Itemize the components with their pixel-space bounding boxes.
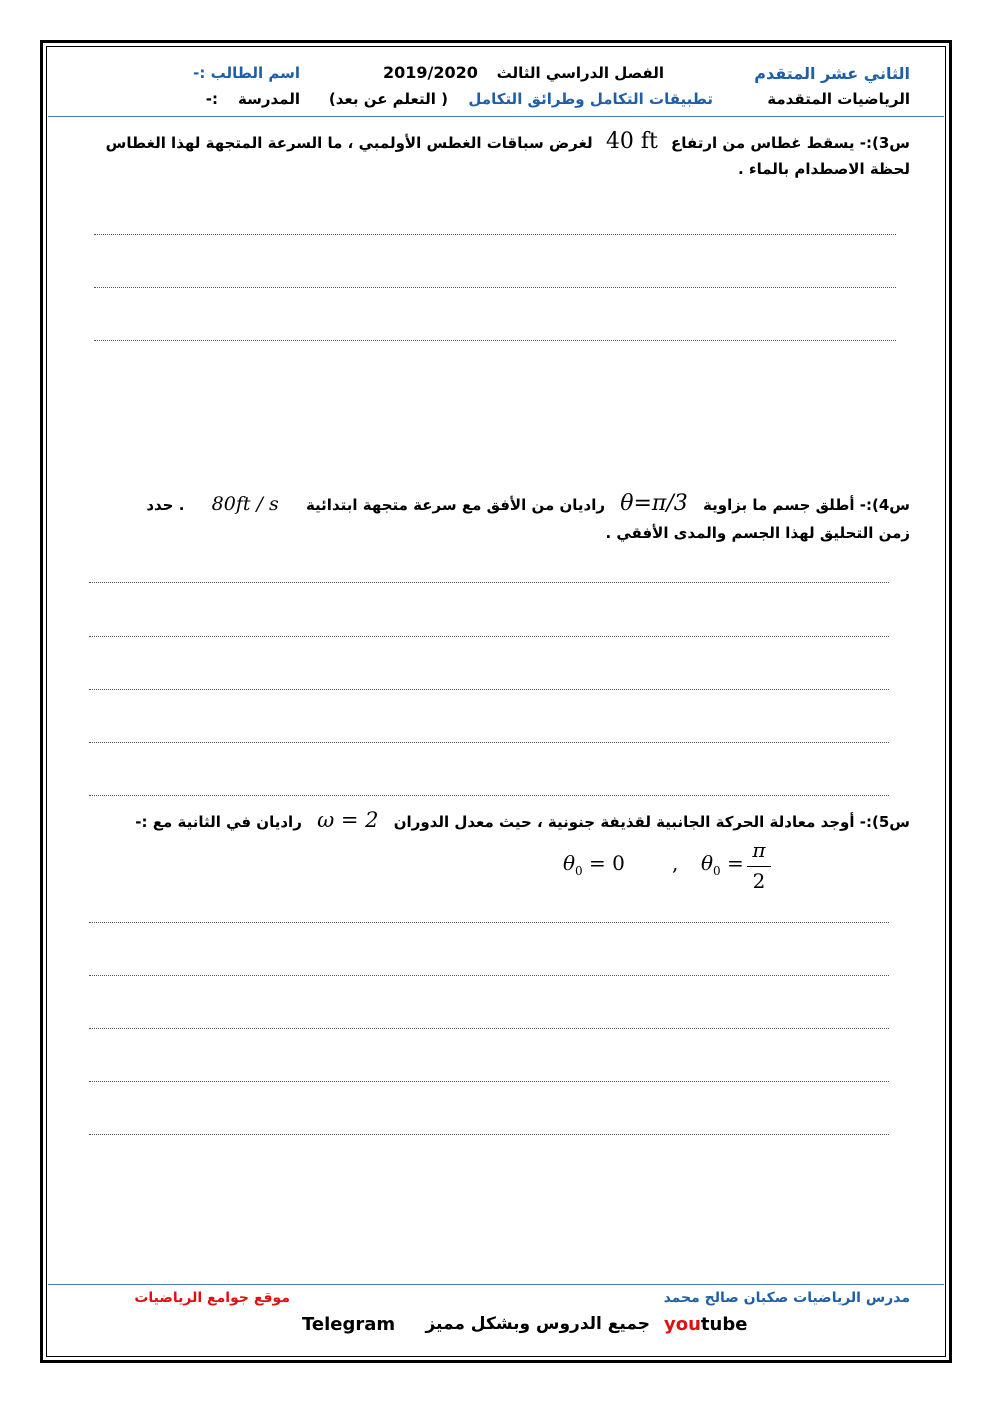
q5-fraction-bar xyxy=(747,866,771,867)
q5-omega: ω = 2 xyxy=(317,808,379,832)
header-divider xyxy=(48,116,944,117)
answer-line[interactable] xyxy=(94,234,896,235)
q5-fraction-numerator: π xyxy=(752,838,766,862)
q3-number: س3):- xyxy=(859,134,910,152)
q5-line1 xyxy=(135,808,910,832)
header-school-colon: :- xyxy=(205,90,218,108)
q4-text-b: راديان من الأفق مع سرعة متجهة ابتدائية xyxy=(305,496,606,514)
q5-cond1-rhs: = 0 xyxy=(589,851,625,875)
header-grade: الثاني عشر المتقدم xyxy=(754,64,910,83)
footer-teacher: مدرس الرياضيات صكبان صالح محمد xyxy=(663,1290,910,1306)
answer-line[interactable] xyxy=(89,795,889,796)
q3-text-b: لغرض سباقات الغطس الأولمبي ، ما السرعة المتجهة لهذا الغطاس xyxy=(105,134,593,152)
footer-youtube xyxy=(664,1314,747,1335)
header-topic: تطبيقات التكامل وطرائق التكامل xyxy=(468,90,713,108)
youtube-you: you xyxy=(664,1314,701,1335)
q4-line2: زمن التحليق لهذا الجسم والمدى الأفقي . xyxy=(605,524,910,542)
header-subject: الرياضيات المتقدمة xyxy=(767,90,910,108)
answer-line[interactable] xyxy=(89,1081,889,1082)
footer-telegram: Telegram xyxy=(302,1314,396,1335)
q4-speed: 80ft / s xyxy=(211,493,279,515)
answer-line[interactable] xyxy=(94,340,896,341)
footer-site: موقع جوامع الرياضيات xyxy=(134,1290,290,1306)
q5-separator: , xyxy=(672,851,679,875)
answer-line[interactable] xyxy=(89,742,889,743)
answer-line[interactable] xyxy=(94,287,896,288)
q4-text-c: . حدد xyxy=(146,496,185,514)
answer-line[interactable] xyxy=(89,922,889,923)
answer-line[interactable] xyxy=(89,636,889,637)
q5-cond2-theta: θ xyxy=(701,851,714,875)
q5-cond1-sub: 0 xyxy=(575,864,583,878)
q3-line1 xyxy=(106,129,910,154)
q5-cond2-eq: = xyxy=(727,851,744,875)
answer-line[interactable] xyxy=(89,1134,889,1135)
footer-divider xyxy=(48,1284,944,1285)
q5-cond2-sub: 0 xyxy=(713,864,721,878)
q3-height: 40 ft xyxy=(605,129,658,154)
q5-text-a: أوجد معادلة الحركة الجانبية لقذيفة جنونية ، حيث معدل الدوران xyxy=(393,813,855,831)
q3-text-a: يسقط غطاس من ارتفاع xyxy=(671,134,855,152)
header-term: الفصل الدراسي الثالث xyxy=(496,64,664,82)
answer-line[interactable] xyxy=(89,689,889,690)
answer-line[interactable] xyxy=(89,1028,889,1029)
q5-condition-2 xyxy=(701,851,744,878)
header-year: 2019/2020 xyxy=(383,63,478,82)
answer-line[interactable] xyxy=(89,582,889,583)
q4-number: س4):- xyxy=(859,496,910,514)
q4-line1 xyxy=(146,491,910,516)
page-border-inner xyxy=(46,46,946,1357)
header-mode: ( التعلم عن بعد) xyxy=(328,90,448,108)
answer-line[interactable] xyxy=(89,975,889,976)
header-school-label: المدرسة xyxy=(238,90,300,108)
q3-line2: لحظة الاصطدام بالماء . xyxy=(738,160,910,178)
q5-condition-1 xyxy=(563,851,625,878)
q5-fraction-denominator: 2 xyxy=(752,869,766,893)
footer-lessons: جميع الدروس وبشكل مميز xyxy=(425,1314,650,1334)
q4-text-a: أطلق جسم ما بزاوية xyxy=(703,496,855,514)
youtube-tube: tube xyxy=(700,1314,748,1335)
q5-number: س5):- xyxy=(859,813,910,831)
q4-angle: θ=π/3 xyxy=(620,491,688,516)
q5-cond1-theta: θ xyxy=(563,851,576,875)
header-student-label: اسم الطالب :- xyxy=(193,64,300,82)
q5-text-b: راديان في الثانية مع :- xyxy=(135,813,302,831)
